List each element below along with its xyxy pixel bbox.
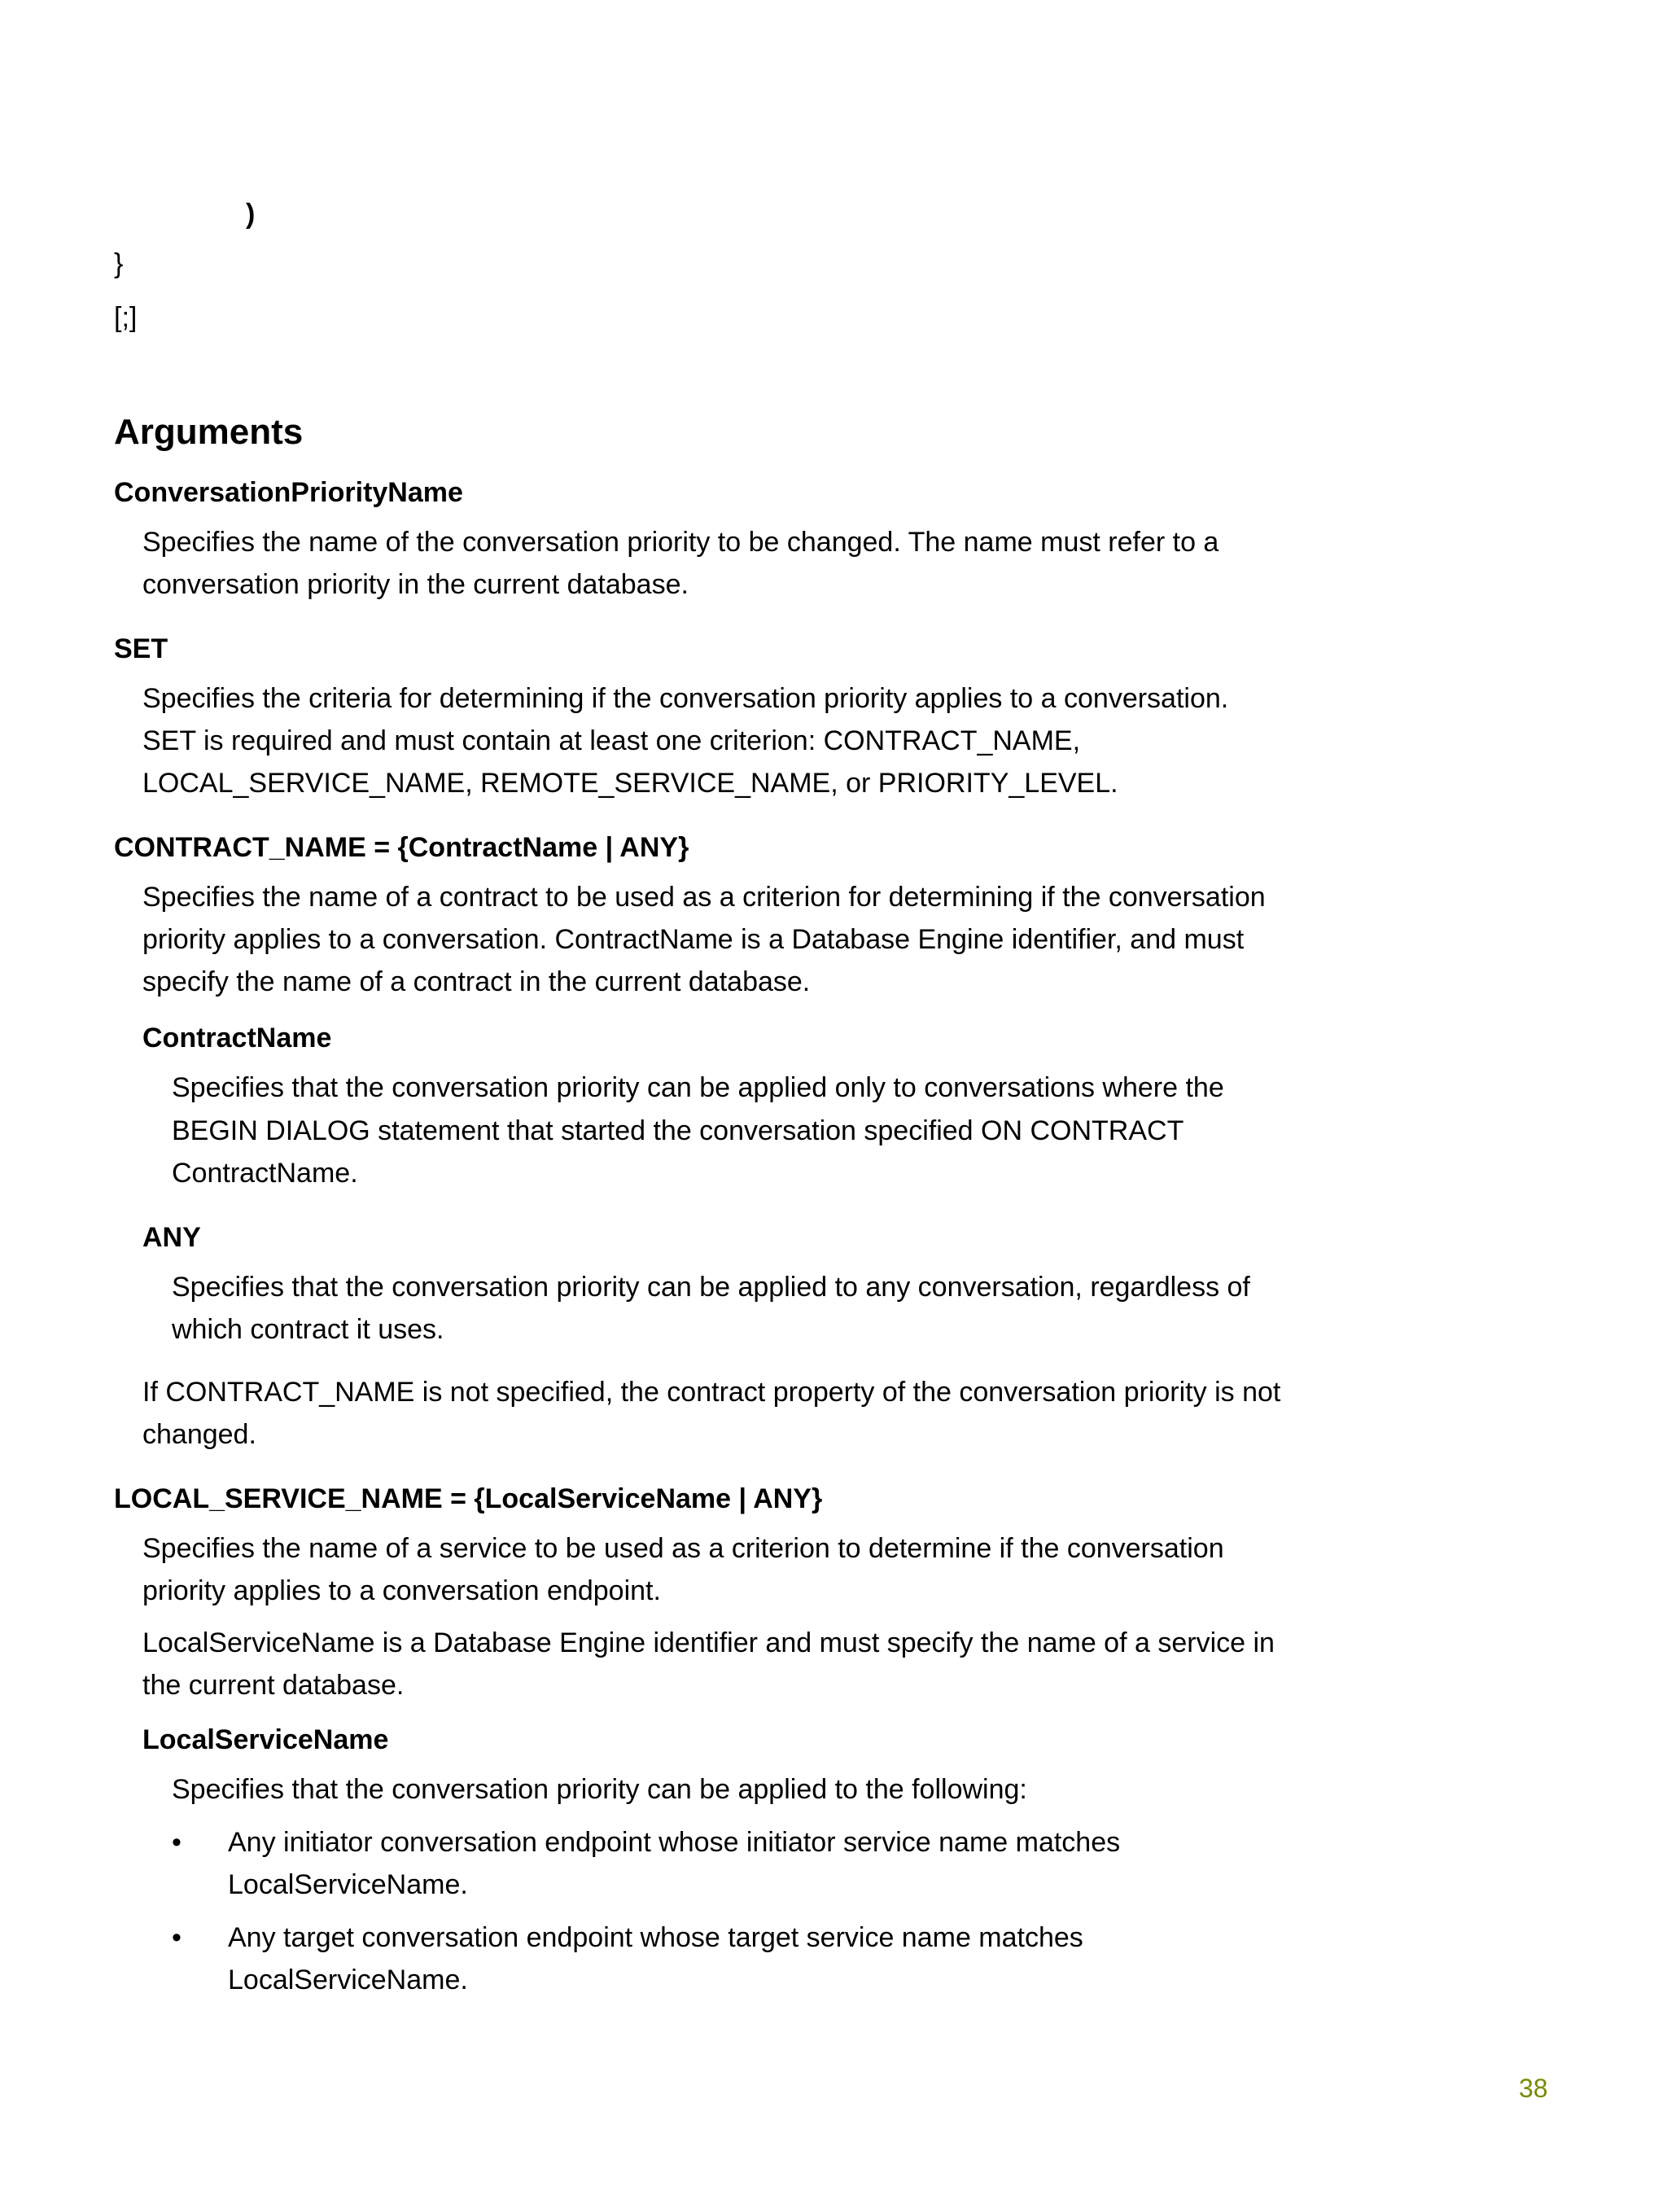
desc-line: conversation priority in the current database. [142,569,689,600]
code-optional-semicolon: [;] [114,302,138,333]
desc-line: Specifies that the conversation priority can be applied to any conversation, regardless of [172,1272,1250,1303]
desc-line: BEGIN DIALOG statement that started the conversation specified ON CONTRACT [172,1115,1184,1146]
desc-line: ContractName. [172,1158,358,1189]
bullet-dot-icon: • [172,1827,182,1858]
term-localservicename: LocalServiceName [142,1724,389,1755]
term-local-service-name: LOCAL_SERVICE_NAME = {LocalServiceName | ANY} [114,1483,823,1514]
list-item: Any initiator conversation endpoint whose initiator service name matches [228,1827,1121,1858]
desc-line: priority applies to a conversation endpoint. [142,1575,661,1606]
desc-line: specify the name of a contract in the current database. [142,966,811,997]
term-contract-name: CONTRACT_NAME = {ContractName | ANY} [114,832,689,863]
term-conversation-priority-name: ConversationPriorityName [114,477,463,508]
bullet-dot-icon: • [172,1922,182,1953]
desc-line: priority applies to a conversation. ContractName is a Database Engine identifier, and must [142,924,1245,955]
desc-line: Specifies that the conversation priority can be applied only to conversations where the [172,1072,1224,1103]
desc-line: Specifies the criteria for determining if the conversation priority applies to a conversation. [142,683,1229,714]
list-item: LocalServiceName. [228,1965,468,1995]
desc-line: the current database. [142,1670,405,1701]
section-heading: Arguments [114,412,304,452]
desc-line: SET is required and must contain at least one criterion: CONTRACT_NAME, [142,725,1081,756]
desc-line: Specifies the name of a service to be used as a criterion to determine if the conversation [142,1533,1224,1564]
term-contractname: ContractName [142,1023,332,1053]
desc-line: Specifies the name of the conversation priority to be changed. The name must refer to a [142,527,1219,558]
desc-line: Specifies that the conversation priority can be applied to the following: [172,1774,1027,1805]
term-any: ANY [142,1222,201,1253]
desc-line: which contract it uses. [172,1314,444,1345]
code-close-brace: } [114,248,124,279]
desc-line: LocalServiceName is a Database Engine identifier and must specify the name of a service in [142,1627,1275,1658]
desc-line: LOCAL_SERVICE_NAME, REMOTE_SERVICE_NAME, or PRIORITY_LEVEL. [142,768,1118,799]
page-number: 38 [1519,2074,1548,2103]
term-set: SET [114,633,168,664]
code-close-paren: ) [246,199,256,230]
desc-line: Specifies the name of a contract to be used as a criterion for determining if the conversation [142,882,1266,913]
desc-line: changed. [142,1419,256,1450]
list-item: Any target conversation endpoint whose target service name matches [228,1922,1083,1953]
list-item: LocalServiceName. [228,1869,468,1900]
desc-line: If CONTRACT_NAME is not specified, the contract property of the conversation priority is not [142,1377,1281,1408]
